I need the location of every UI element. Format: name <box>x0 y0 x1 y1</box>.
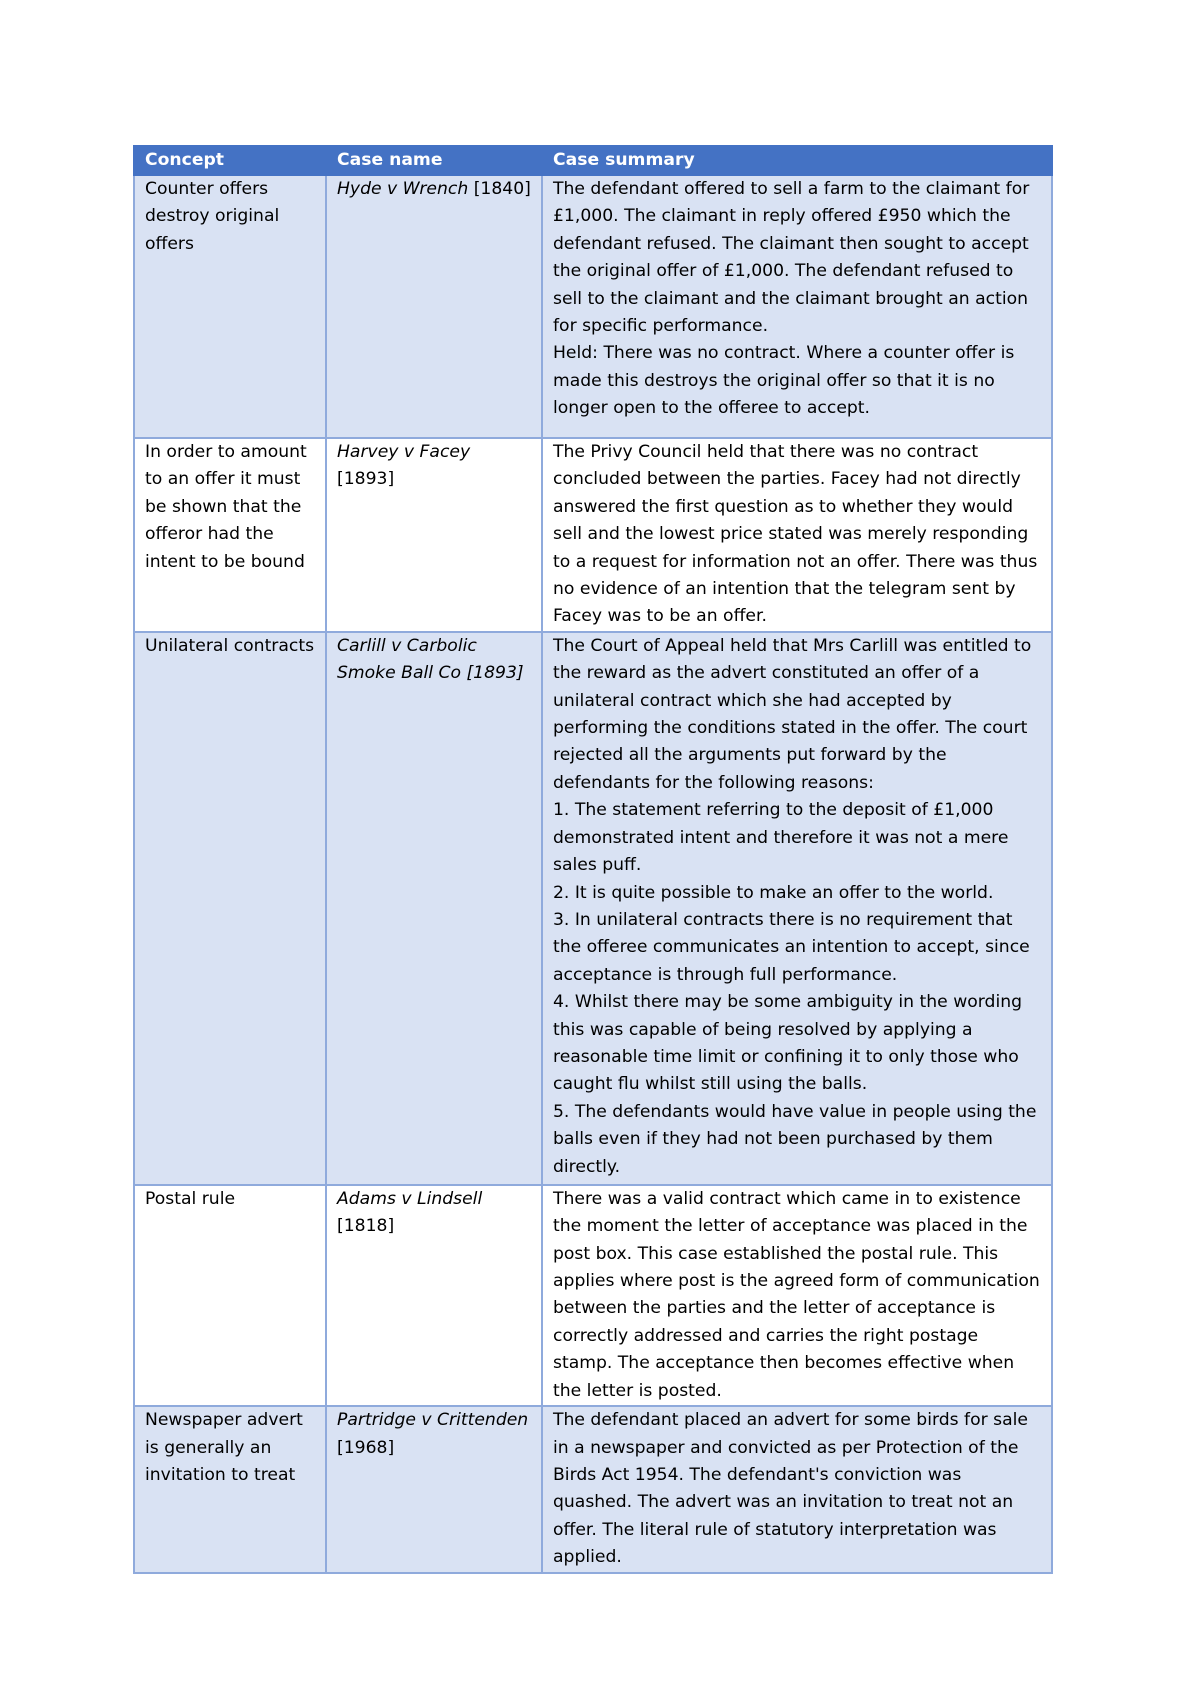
table-row <box>134 438 1052 632</box>
table-row <box>134 632 1052 1185</box>
case-summary-cell <box>542 175 1052 438</box>
table-row <box>134 175 1052 438</box>
concept-cell: In order to amount to an offer it must be shown that the offeror had the intent to be bound <box>134 438 326 632</box>
case-summary-cell <box>542 1185 1052 1406</box>
header-row <box>134 146 1052 175</box>
case-name: Partridge v Crittenden <box>337 1410 529 1431</box>
case-name-cell <box>326 632 542 1185</box>
table-header <box>134 146 1052 175</box>
concept-cell: Counter offers destroy original offers <box>134 175 326 438</box>
summary-list-item: 4. Whilst there may be some ambiguity in the wording this was capable of being resolved by applying a reasonable time limit or confining it to only those who caught flu whilst still using the balls. <box>553 992 1023 1095</box>
table-body <box>134 175 1052 1573</box>
case-name-cell <box>326 175 542 438</box>
case-summary-cell <box>542 632 1052 1185</box>
case-name-cell <box>326 1185 542 1406</box>
summary-paragraph: The Court of Appeal held that Mrs Carlill was entitled to the reward as the advert constituted an offer of a unilateral contract which she had accepted by performing the conditions stated in the offer. The court rejected all the arguments put forward by the defendants for the following reasons: <box>553 635 1032 793</box>
concept-cell: Postal rule <box>134 1185 326 1406</box>
case-summary-cell <box>542 438 1052 632</box>
table-row <box>134 1185 1052 1406</box>
summary-paragraph: The defendant placed an advert for some birds for sale in a newspaper and convicted as per Protection of the Birds Act 1954. The defendant's conviction was quashed. The advert was an invitation to treat not an offer. The literal rule of statutory interpretation was applied. <box>553 1410 1028 1568</box>
table-row <box>134 1406 1052 1572</box>
case-name: Carlill v Carbolic Smoke Ball Co [1893] <box>337 635 524 684</box>
header-case-name: Case name <box>326 146 542 175</box>
concept-cell: Unilateral contracts <box>134 632 326 1185</box>
case-year: [1840] <box>473 179 531 199</box>
summary-paragraph: The defendant offered to sell a farm to the claimant for £1,000. The claimant in reply offered £950 which the defendant refused. The claimant then sought to accept the original offer of £1,000. The defendant refused to sell to the claimant and the claimant brought an action for specific performance. <box>553 179 1030 337</box>
summary-list-item: 5. The defendants would have value in people using the balls even if they had not been purchased by them directly. <box>553 1101 1037 1177</box>
summary-paragraph: Held: There was no contract. Where a counter offer is made this destroys the original offer so that it is no longer open to the offeree to accept. <box>553 343 1015 419</box>
case-name: Harvey v Facey <box>337 442 471 462</box>
case-year: [1968] <box>337 1437 395 1458</box>
case-summary-cell <box>542 1406 1052 1572</box>
summary-list-item: 2. It is quite possible to make an offer to the world. <box>553 882 994 903</box>
summary-list-item: 1. The statement referring to the deposit of £1,000 demonstrated intent and therefore it was not a mere sales puff. <box>553 800 1009 876</box>
summary-paragraph: There was a valid contract which came in to existence the moment the letter of acceptance was placed in the post box. This case established the postal rule. This applies where post is the agreed form of communication between the parties and the letter of acceptance is correctly addressed and carries the right postage stamp. The acceptance then becomes effective when the letter is posted. <box>553 1188 1040 1401</box>
concept-cell: Newspaper advert is generally an invitation to treat <box>134 1406 326 1572</box>
case-name: Adams v Lindsell <box>337 1188 483 1209</box>
case-name-cell <box>326 438 542 632</box>
summary-paragraph: The Privy Council held that there was no contract concluded between the parties. Facey had not directly answered the first question as to whether they would sell and the lowest price stated was merely responding to a request for information not an offer. There was thus no evidence of an intention that the telegram sent by Facey was to be an offer. <box>553 442 1038 627</box>
case-law-table <box>133 145 1053 1574</box>
case-name-cell <box>326 1406 542 1572</box>
case-name: Hyde v Wrench <box>337 179 469 199</box>
header-case-summary: Case summary <box>542 146 1052 175</box>
summary-list-item: 3. In unilateral contracts there is no requirement that the offeree communicates an intention to accept, since acceptance is through full performance. <box>553 909 1030 985</box>
case-year: [1818] <box>337 1216 395 1237</box>
case-year: [1893] <box>337 469 395 490</box>
header-concept: Concept <box>134 146 326 175</box>
